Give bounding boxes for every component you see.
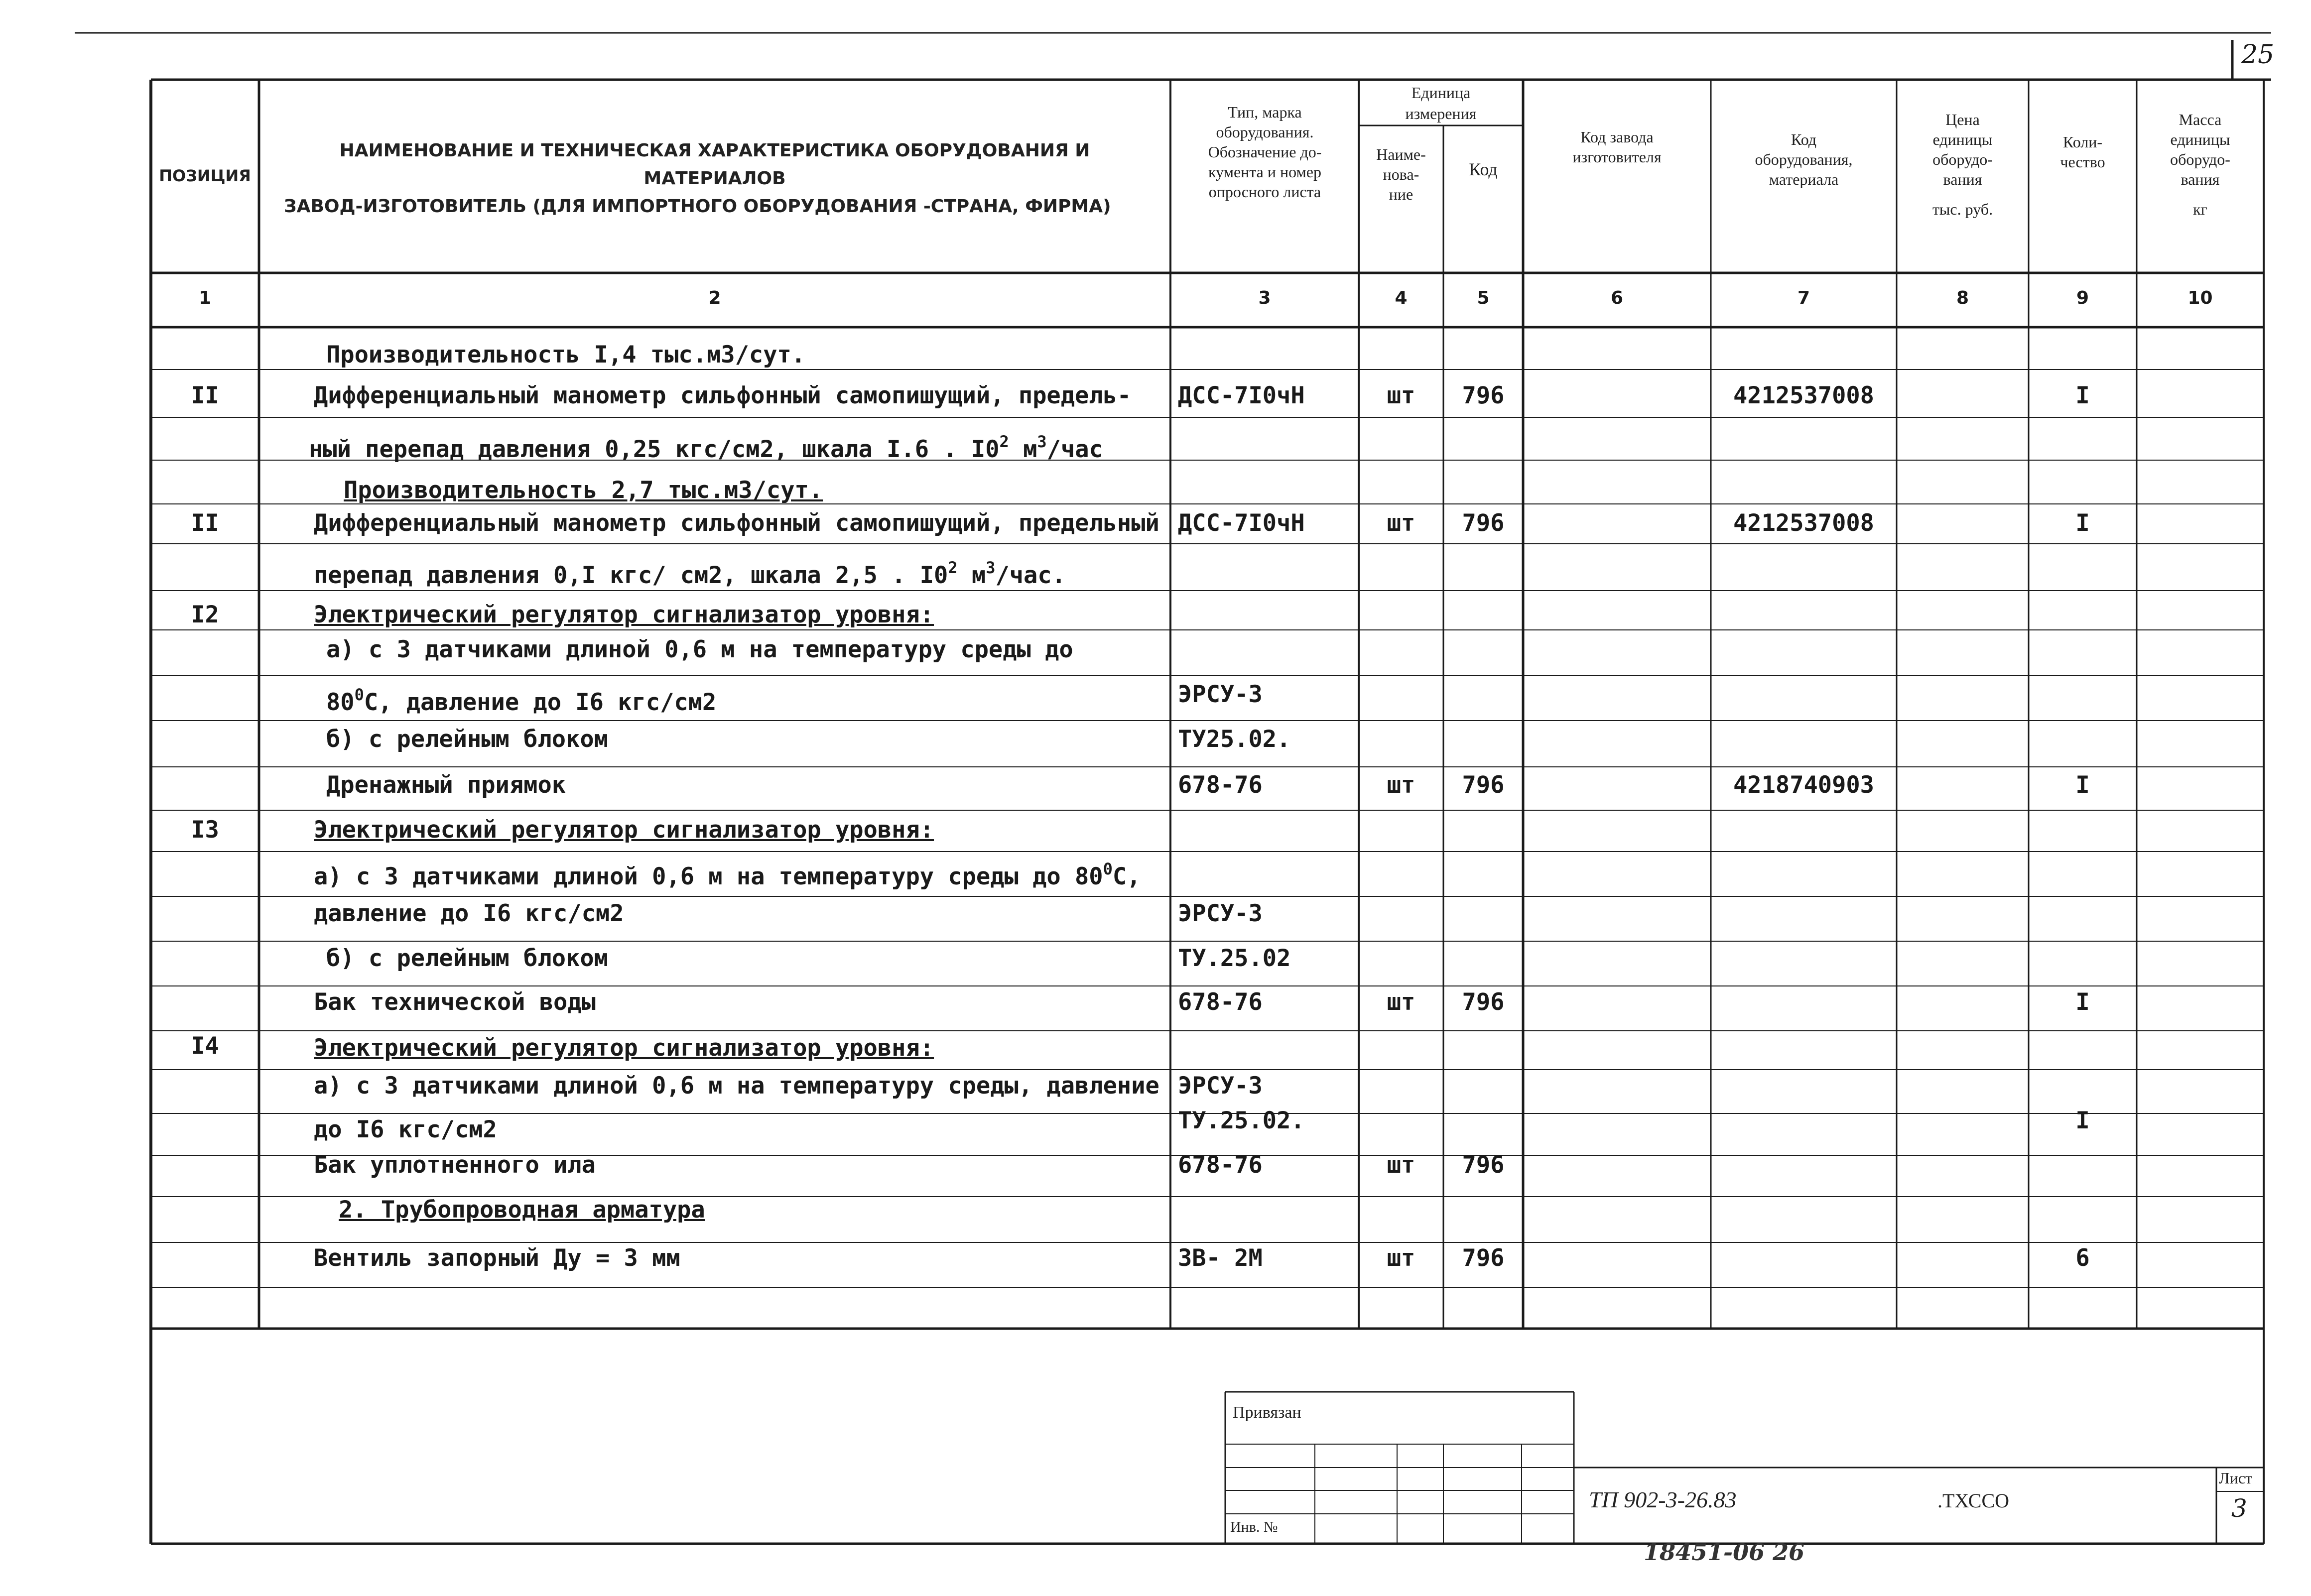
row-type: 678-76 (1178, 1151, 1263, 1179)
header-position: ПОЗИЦИЯ (159, 166, 251, 185)
colnum-6: 6 (1610, 288, 1624, 308)
header-mass-line: кг (2193, 200, 2207, 218)
row-type: 678-76 (1178, 988, 1263, 1016)
header-mass-line: вания (2181, 170, 2220, 188)
row-name-part: /час (1046, 436, 1103, 463)
header-mass-line: единицы (2170, 130, 2230, 148)
row-type: ДСС-7I0чН (1178, 509, 1305, 537)
header-quantity (2030, 132, 2136, 172)
row-name: Бак уплотненного ила (314, 1151, 596, 1179)
header-quantity-line: Коли- (2062, 133, 2103, 151)
row-name: Производительность I,4 тыс.м3/сут. (326, 341, 806, 368)
set-mark: .ТХССО (1937, 1489, 2010, 1512)
header-type (1171, 102, 1358, 202)
colnum-8: 8 (1956, 288, 1969, 308)
row-unit: шт (1387, 1151, 1415, 1179)
row-type: ЭРСУ-3 (1178, 900, 1263, 927)
header-equip-code-line: материала (1769, 170, 1839, 188)
header-maker-code (1524, 127, 1710, 167)
colnum-1: 1 (198, 288, 212, 308)
header-name-line2: МАТЕРИАЛОВ (643, 168, 786, 189)
row-type: ТУ25.02. (1178, 726, 1291, 753)
header-type-line: опросного листа (1208, 183, 1321, 201)
header-unit-line: Единица (1411, 84, 1471, 102)
header-mass-line: оборудо- (2170, 150, 2230, 168)
row-name-sup: 2 (948, 558, 958, 577)
row-unit: шт (1387, 771, 1415, 799)
row-name: Электрический регулятор сигнализатор уровня: (314, 601, 934, 628)
row-name: б) с релейным блоком (326, 726, 608, 753)
row-name-sup: 0 (1103, 859, 1113, 878)
header-unit-name (1360, 144, 1442, 204)
row-quantity: I (2075, 1107, 2090, 1134)
row-type: 678-76 (1178, 771, 1263, 799)
row-name: а) с 3 датчиками длиной 0,6 м на температуру среды до (326, 636, 1073, 663)
header-unit-name-line: Наиме- (1376, 145, 1426, 163)
row-equip-code: 4212537008 (1733, 509, 1874, 537)
header-price-line: вания (1943, 170, 1982, 188)
header-name-line1: НАИМЕНОВАНИЕ И ТЕХНИЧЕСКАЯ ХАРАКТЕРИСТИКА ОБОРУДОВАНИЯ И (339, 140, 1090, 161)
header-equip-code-line: Код (1791, 130, 1817, 148)
row-name-part: ный перепад давления 0,25 кгс/см2, шкала I.6 . I0 (309, 436, 1000, 463)
row-name-sup: 2 (999, 432, 1009, 451)
header-type-line: кумента и номер (1208, 163, 1321, 181)
row-type: ТУ.25.02 (1178, 945, 1291, 972)
row-name-sup: 3 (1037, 432, 1047, 451)
row-equip-code: 4218740903 (1733, 771, 1874, 799)
sheet-number: 3 (2231, 1494, 2247, 1523)
row-equip-code: 4212537008 (1733, 382, 1874, 409)
row-code: 796 (1462, 1244, 1505, 1272)
row-position: I3 (191, 816, 219, 844)
header-name (261, 134, 1168, 223)
header-unit-code: Код (1469, 159, 1498, 179)
colnum-10: 10 (2187, 288, 2213, 308)
row-name: до I6 кгс/см2 (314, 1116, 497, 1143)
row-name: Вентиль запорный Ду = 3 мм (314, 1244, 680, 1272)
row-code: 796 (1462, 509, 1505, 537)
header-mass (2138, 110, 2263, 219)
attached-label: Привязан (1233, 1403, 1301, 1422)
header-type-line: оборудования. (1216, 123, 1314, 141)
header-price-line: оборудо- (1932, 150, 1993, 168)
header-price-line: Цена (1945, 111, 1980, 128)
header-maker-code-line: Код завода (1580, 128, 1654, 146)
row-code: 796 (1462, 771, 1505, 799)
row-name: Бак технической воды (314, 988, 596, 1016)
row-name-part: 80 (326, 689, 355, 716)
header-unit-name-line: ние (1389, 185, 1413, 203)
colnum-2: 2 (708, 288, 721, 308)
row-unit: шт (1387, 1244, 1415, 1272)
row-name: 2. Трубопроводная арматура (339, 1196, 705, 1224)
row-name-part: м (957, 562, 986, 589)
header-maker-code-line: изготовителя (1572, 148, 1662, 166)
row-name: давление до I6 кгс/см2 (314, 900, 624, 927)
row-quantity: I (2075, 988, 2090, 1016)
header-price-line: тыс. руб. (1932, 200, 1993, 218)
header-unit-name-line: нова- (1383, 165, 1419, 183)
row-name: Дифференциальный манометр сильфонный самопишущий, предель- (314, 382, 1132, 409)
row-position: I2 (191, 601, 219, 628)
row-unit: шт (1387, 988, 1415, 1016)
row-name: а) с 3 датчиками длиной 0,6 м на температуру среды, давление (314, 1072, 1159, 1100)
row-type: ТУ.25.02. (1178, 1107, 1305, 1134)
row-type: ДСС-7I0чН (1178, 382, 1305, 409)
row-name: б) с релейным блоком (326, 945, 608, 972)
header-quantity-line: чество (2060, 153, 2105, 171)
row-quantity: 6 (2075, 1244, 2090, 1272)
handwritten-note: 18451-06 26 (1644, 1539, 1805, 1566)
row-name: Дифференциальный манометр сильфонный самопишущий, предельный (314, 509, 1159, 537)
row-name (314, 545, 1066, 598)
header-unit-line: измерения (1405, 105, 1477, 123)
row-name-sup: 0 (354, 685, 364, 704)
row-name-part: С, давление до I6 кгс/см2 (364, 689, 717, 716)
row-quantity: I (2075, 509, 2090, 537)
page-number: 25 (2241, 40, 2275, 70)
row-code: 796 (1462, 988, 1505, 1016)
row-code: 796 (1462, 1151, 1505, 1179)
row-position: II (191, 509, 219, 537)
row-name (309, 419, 1103, 472)
sheet-label: Лист (2219, 1469, 2253, 1487)
row-name-part: С, (1112, 863, 1141, 890)
document-designation: ТП 902-3-26.83 (1589, 1487, 1737, 1512)
row-name: Дренажный приямок (326, 771, 566, 799)
row-position: I4 (191, 1032, 219, 1060)
row-name: Электрический регулятор сигнализатор уровня: (314, 816, 934, 844)
row-name-part: перепад давления 0,I кгс/ см2, шкала 2,5 . I0 (314, 562, 948, 589)
header-price (1898, 110, 2028, 219)
row-quantity: I (2075, 382, 2090, 409)
colnum-7: 7 (1797, 288, 1810, 308)
row-name: Электрический регулятор сигнализатор уровня: (314, 1034, 934, 1062)
header-equip-code-line: оборудования, (1755, 150, 1853, 168)
header-price-line: единицы (1932, 130, 1993, 148)
header-mass-line: Масса (2179, 111, 2222, 128)
row-position: II (191, 382, 219, 409)
colnum-3: 3 (1258, 288, 1271, 308)
row-type: ЭРСУ-3 (1178, 681, 1263, 708)
header-type-line: Обозначение до- (1208, 143, 1322, 161)
colnum-9: 9 (2076, 288, 2089, 308)
row-type: ЭРСУ-3 (1178, 1072, 1263, 1100)
row-name-sup: 3 (986, 558, 996, 577)
row-type: 3В- 2М (1178, 1244, 1263, 1272)
row-quantity: I (2075, 771, 2090, 799)
header-equip-code (1712, 129, 1896, 189)
colnum-5: 5 (1477, 288, 1490, 308)
row-unit: шт (1387, 509, 1415, 537)
row-name-part: а) с 3 датчиками длиной 0,6 м на температуру среды до 80 (314, 863, 1103, 890)
row-unit: шт (1387, 382, 1415, 409)
header-unit-group (1360, 82, 1522, 124)
row-code: 796 (1462, 382, 1505, 409)
row-name-part: м (1009, 436, 1037, 463)
header-name-line3: ЗАВОД-ИЗГОТОВИТЕЛЬ (ДЛЯ ИМПОРТНОГО ОБОРУДОВАНИЯ -СТРАНА, ФИРМА) (284, 196, 1111, 217)
row-name: Производительность 2,7 тыс.м3/сут. (344, 477, 823, 504)
header-type-line: Тип, марка (1228, 103, 1302, 121)
row-name-part: /час. (995, 562, 1066, 589)
colnum-4: 4 (1395, 288, 1408, 308)
inventory-label: Инв. № (1230, 1519, 1278, 1535)
